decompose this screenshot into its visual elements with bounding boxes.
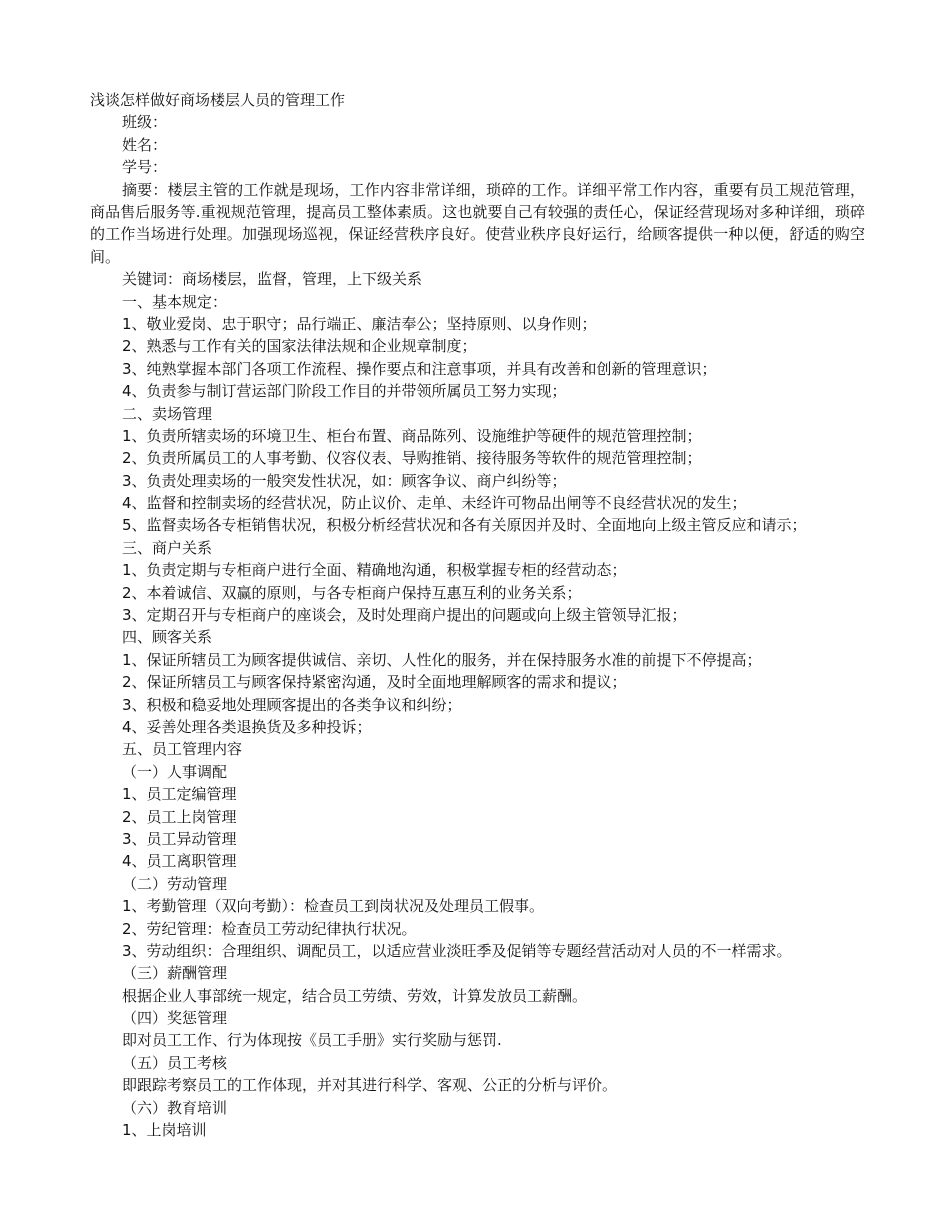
section-heading: 五、员工管理内容 [122, 740, 243, 759]
body-line: 3、纯熟掌握本部门各项工作流程、操作要点和注意事项，并具有改善和创新的管理意识； [122, 359, 717, 378]
document-title: 浅谈怎样做好商场楼层人员的管理工作 [90, 91, 346, 109]
body-line: 3、积极和稳妥地处理顾客提出的各类争议和纠纷； [122, 695, 462, 714]
body-line: 4、负责参与制订营运部门阶段工作目的并带领所属员工努力实现； [122, 382, 567, 401]
keywords-line: 关键词：商场楼层，监督，管理，上下级关系 [122, 270, 423, 289]
section-heading: 二、卖场管理 [122, 404, 213, 423]
body-line: 1、负责所辖卖场的环境卫生、柜台布置、商品陈列、设施维护等硬件的规范管理控制； [122, 426, 702, 445]
body-line: 3、定期召开与专柜商户的座谈会，及时处理商户提出的问题或向上级主管领导汇报； [122, 606, 687, 625]
body-line: 即跟踪考察员工的工作体现，并对其进行科学、客观、公正的分析与评价。 [122, 1076, 618, 1095]
section-heading: 四、顾客关系 [122, 628, 213, 647]
subsection-heading: （四）奖惩管理 [122, 1009, 228, 1028]
section-heading: 三、商户关系 [122, 538, 213, 557]
body-line: 1、敬业爱岗、忠于职守；品行端正、廉洁奉公；坚持原则、以身作则； [122, 314, 597, 333]
body-line: 4、监督和控制卖场的经营状况，防止议价、走单、未经许可物品出闸等不良经营状况的发生； [122, 494, 747, 513]
body-line: 1、保证所辖员工为顾客提供诚信、亲切、人性化的服务，并在保持服务水准的前提下不停提高； [122, 650, 762, 669]
body-line: 2、劳纪管理：检查员工劳动纪律执行状况。 [122, 919, 417, 938]
body-line: 2、员工上岗管理 [122, 807, 237, 826]
body-line: 4、妥善处理各类退换货及多种投诉； [122, 718, 372, 736]
body-line: 2、熟悉与工作有关的国家法律法规和企业规章制度； [122, 337, 477, 356]
document-body [90, 89, 870, 1141]
student-id-label: 学号： [122, 158, 168, 177]
body-line: 2、本着诚信、双赢的原则，与各专柜商户保持互惠互利的业务关系； [122, 583, 582, 602]
body-line: 3、负责处理卖场的一般突发性状况，如：顾客争议、商户纠纷等； [122, 471, 567, 490]
abstract-paragraph: 摘要：楼层主管的工作就是现场，工作内容非常详细，琐碎的工作。详细平常工作内容，重要有员工规范管理，商品售后服务等.重视规范管理，提高员工整体素质。这也就要自己有较强的责任心，保证经营现场对多种详细，琐碎的工作当场进行处理。加强现场巡视，保证经营秩序良好。使营业秩序良好运行，给顾客提供一种以便，舒适的购空间。 [90, 180, 865, 266]
section-heading: 一、基本规定： [122, 292, 228, 311]
body-line: 2、保证所辖员工与顾客保持紧密沟通，及时全面地理解顾客的需求和提议； [122, 673, 627, 692]
body-line: 即对员工工作、行为体现按《员工手册》实行奖励与惩罚. [122, 1031, 502, 1050]
body-line: 1、员工定编管理 [122, 785, 237, 804]
body-line: 根据企业人事部统一规定，结合员工劳绩、劳效，计算发放员工薪酬。 [122, 986, 588, 1005]
body-line: 4、员工离职管理 [122, 852, 237, 871]
body-line: 1、上岗培训 [122, 1121, 207, 1140]
subsection-heading: （一）人事调配 [122, 762, 228, 781]
body-line: 2、负责所属员工的人事考勤、仪容仪表、导购推销、接待服务等软件的规范管理控制； [122, 449, 702, 468]
name-label: 姓名： [122, 135, 168, 154]
subsection-heading: （二）劳动管理 [122, 874, 228, 893]
body-line: 1、考勤管理（双向考勤）：检查员工到岗状况及处理员工假事。 [122, 897, 545, 916]
subsection-heading: （五）员工考核 [122, 1053, 228, 1072]
body-line: 1、负责定期与专柜商户进行全面、精确地沟通，积极掌握专柜的经营动态； [122, 561, 627, 580]
subsection-heading: （三）薪酬管理 [122, 964, 228, 983]
body-line: 5、监督卖场各专柜销售状况，积极分析经营状况和各有关原因并及时、全面地向上级主管反应和请示； [122, 516, 807, 535]
subsection-heading: （六）教育培训 [122, 1098, 228, 1117]
body-line: 3、劳动组织：合理组织、调配员工，以适应营业淡旺季及促销等专题经营活动对人员的不一样需求。 [122, 941, 792, 960]
body-line: 3、员工异动管理 [122, 829, 237, 848]
class-label: 班级： [122, 113, 168, 132]
